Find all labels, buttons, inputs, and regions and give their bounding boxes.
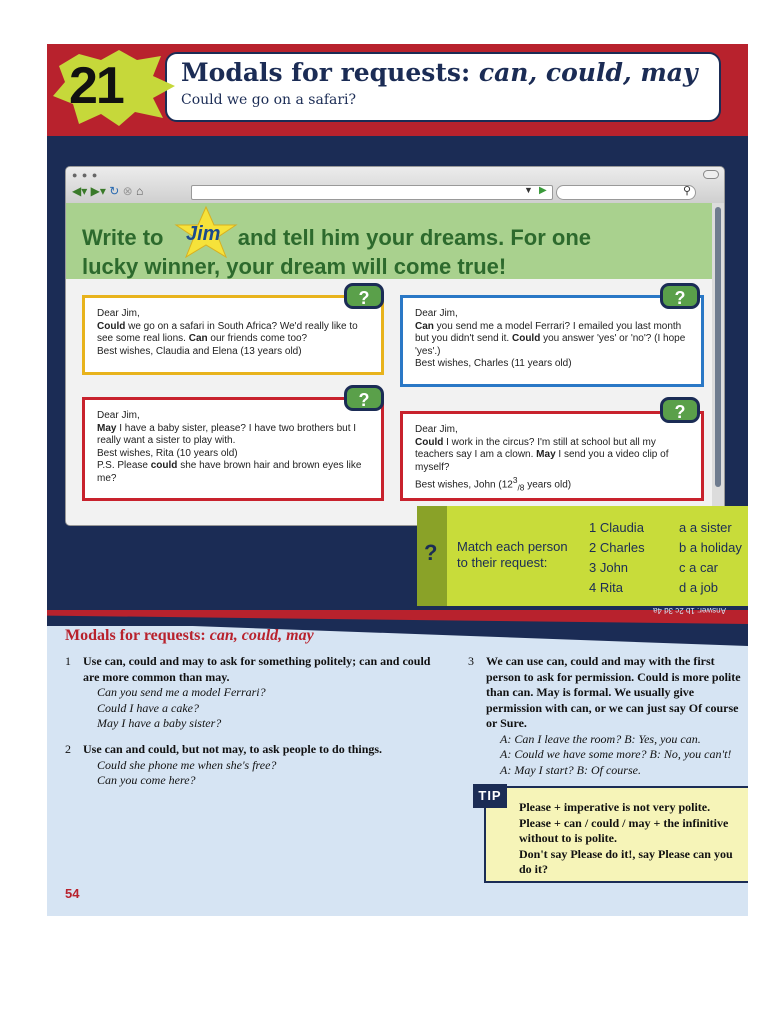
letter-greeting: Dear Jim,: [97, 410, 140, 421]
question-badge: ?: [344, 283, 384, 309]
stop-icon: ⊗: [122, 184, 133, 198]
letter-signature: Best wishes, Charles (11 years old): [415, 358, 572, 369]
match-request: b a holiday: [679, 540, 742, 555]
upside-down-answer: Answer: 1b 2c 3d 4a: [653, 606, 726, 615]
rule-number: 3: [468, 654, 474, 668]
rule-example: May I have a baby sister?: [97, 716, 222, 730]
letter-text: you send me a model Ferrari? I emailed you last month but you didn't send it.: [415, 320, 682, 344]
letter-greeting: Dear Jim,: [97, 308, 140, 319]
letter-card-john: [400, 411, 704, 501]
unit-number: 21: [69, 57, 123, 115]
scroll-thumb: [715, 207, 721, 487]
url-dropdown-icon: ▼: [524, 185, 533, 195]
rule-example: Can you send me a model Ferrari?: [97, 685, 266, 699]
match-requests: [679, 518, 742, 598]
browser-content: [66, 203, 712, 525]
go-icon: ▶: [539, 185, 547, 196]
letter-text: I send you a video clip of myself?: [415, 449, 669, 473]
rule-text: Use can, could and may to ask for something politely; can and could are more common than may.: [83, 654, 431, 684]
unit-title-italic: can, could, may: [478, 58, 698, 87]
letter-body: [415, 437, 689, 475]
match-person: 1 Claudia: [589, 520, 644, 535]
headline-part1: Write to: [82, 225, 164, 250]
letter-text: you answer 'yes' or 'no'? (I hope 'yes'.): [415, 333, 686, 357]
letter-modal: could: [150, 460, 178, 471]
rule-example: A: May I start? B: Of course.: [500, 762, 641, 777]
back-icon: ◀▾: [72, 184, 88, 198]
letter-text: Best wishes, John (12: [415, 479, 513, 491]
rule-example: A: Can I leave the room? B: Yes, you can.: [500, 731, 701, 746]
question-glyph: ?: [424, 540, 438, 565]
url-bar: [191, 185, 553, 200]
rule-example: Could I have a cake?: [97, 700, 199, 715]
letter-modal: May: [97, 422, 117, 434]
rules-title-italic: can, could, may: [209, 627, 314, 644]
rule-example: Could she phone me when she's free?: [97, 757, 277, 772]
unit-title-main: Modals for requests:: [181, 58, 479, 87]
search-bar: [556, 185, 696, 200]
letter-modal: Can: [415, 320, 434, 332]
refresh-icon: ↻: [109, 184, 120, 198]
letter-greeting: Dear Jim,: [415, 424, 458, 435]
rule-1: [65, 654, 443, 732]
match-person: 3 John: [589, 560, 629, 575]
headline-part2: and tell him your dreams. For one lucky winner, your dream will come true!: [82, 225, 592, 279]
letter-text: I work in the circus? I'm still at school but all my teachers say I am a clown.: [415, 436, 656, 460]
letter-fraction: /8: [517, 482, 525, 493]
headline: [82, 223, 642, 281]
letter-modal: Can: [188, 333, 208, 344]
letter-ps: [97, 460, 369, 485]
match-people: [589, 518, 645, 598]
letter-greeting: Dear Jim,: [415, 308, 458, 319]
home-icon: ⌂: [136, 184, 144, 198]
rule-2: [65, 742, 453, 789]
window-controls-icon: ● ● ●: [72, 170, 99, 180]
letter-card-claudia: [82, 295, 384, 375]
letter-body: [97, 321, 369, 346]
letter-text: our friends come too?: [207, 333, 308, 344]
rule-text: We can use can, could and may with the first person to ask for permission. Could is more polite than can. May is formal. We usually give permission with can, or we can just say Of course or Sure.: [486, 654, 741, 730]
match-instruction: Match each person to their request:: [457, 539, 568, 570]
letter-signature: Best wishes, Rita (10 years old): [97, 447, 238, 459]
question-icon: [417, 506, 447, 606]
letter-modal: May: [536, 449, 556, 460]
browser-window: [65, 166, 725, 526]
letter-text: she have brown hair and brown eyes like me?: [97, 460, 362, 484]
letter-card-rita: [82, 397, 384, 501]
question-badge: ?: [660, 397, 700, 423]
search-icon: ⚲: [683, 185, 692, 197]
letter-modal: Could: [415, 436, 444, 448]
rule-number: 1: [65, 654, 71, 668]
letter-modal: Could: [511, 333, 541, 344]
rule-example: Can you come here?: [97, 773, 196, 787]
match-person: 4 Rita: [589, 580, 623, 595]
letter-text: we go on a safari in South Africa? We'd really like to see some real lions.: [97, 320, 358, 344]
match-request: d a job: [679, 580, 719, 595]
toolbar-toggle-icon: [703, 170, 719, 179]
tip-line: Please + can / could / may + the infinitive without to is polite.: [519, 815, 729, 845]
letter-signature: Best wishes, Claudia and Elena (13 years old): [97, 345, 302, 357]
match-request: c a car: [679, 560, 719, 575]
page-number: 54: [65, 886, 80, 901]
letter-card-charles: [400, 295, 704, 387]
letter-modal: Could: [97, 320, 126, 332]
rule-3: [468, 654, 746, 778]
letter-text: I have a baby sister, please? I have two brothers but I really want a sister to play with.: [97, 422, 357, 446]
rule-number: 2: [65, 742, 71, 756]
letter-body: [415, 321, 689, 359]
tip-label: TIP: [473, 784, 507, 808]
letter-body: [97, 423, 369, 448]
tip-text: [519, 800, 739, 878]
letter-text: years old): [524, 479, 572, 491]
rules-title-main: Modals for requests:: [65, 627, 210, 644]
match-person: 2 Charles: [589, 540, 645, 555]
star-name: Jim: [186, 223, 221, 245]
question-badge: ?: [660, 283, 700, 309]
tip-line: Please + imperative is not very polite.: [519, 800, 711, 814]
rule-text: Use can and could, but not may, to ask people to do things.: [83, 742, 383, 756]
rule-example: A: Could we have some more? B: No, you can't!: [500, 747, 732, 761]
match-request: a a sister: [679, 520, 732, 535]
tip-line: Don't say Please do it!, say Please can you do it?: [519, 846, 733, 876]
letter-fraction: 3: [512, 475, 518, 485]
match-exercise: [417, 506, 748, 606]
rules-title: [65, 627, 314, 645]
unit-title: [181, 58, 698, 87]
textbook-page: [47, 44, 748, 916]
unit-subtitle: Could we go on a safari?: [181, 92, 357, 108]
letter-text: P.S. Please: [97, 460, 151, 471]
browser-nav-icons: [72, 184, 143, 198]
question-badge: ?: [344, 385, 384, 411]
browser-scrollbar: [712, 203, 724, 525]
letter-signature: [415, 474, 689, 494]
forward-icon: ▶▾: [90, 184, 106, 198]
browser-toolbar: [66, 167, 724, 203]
